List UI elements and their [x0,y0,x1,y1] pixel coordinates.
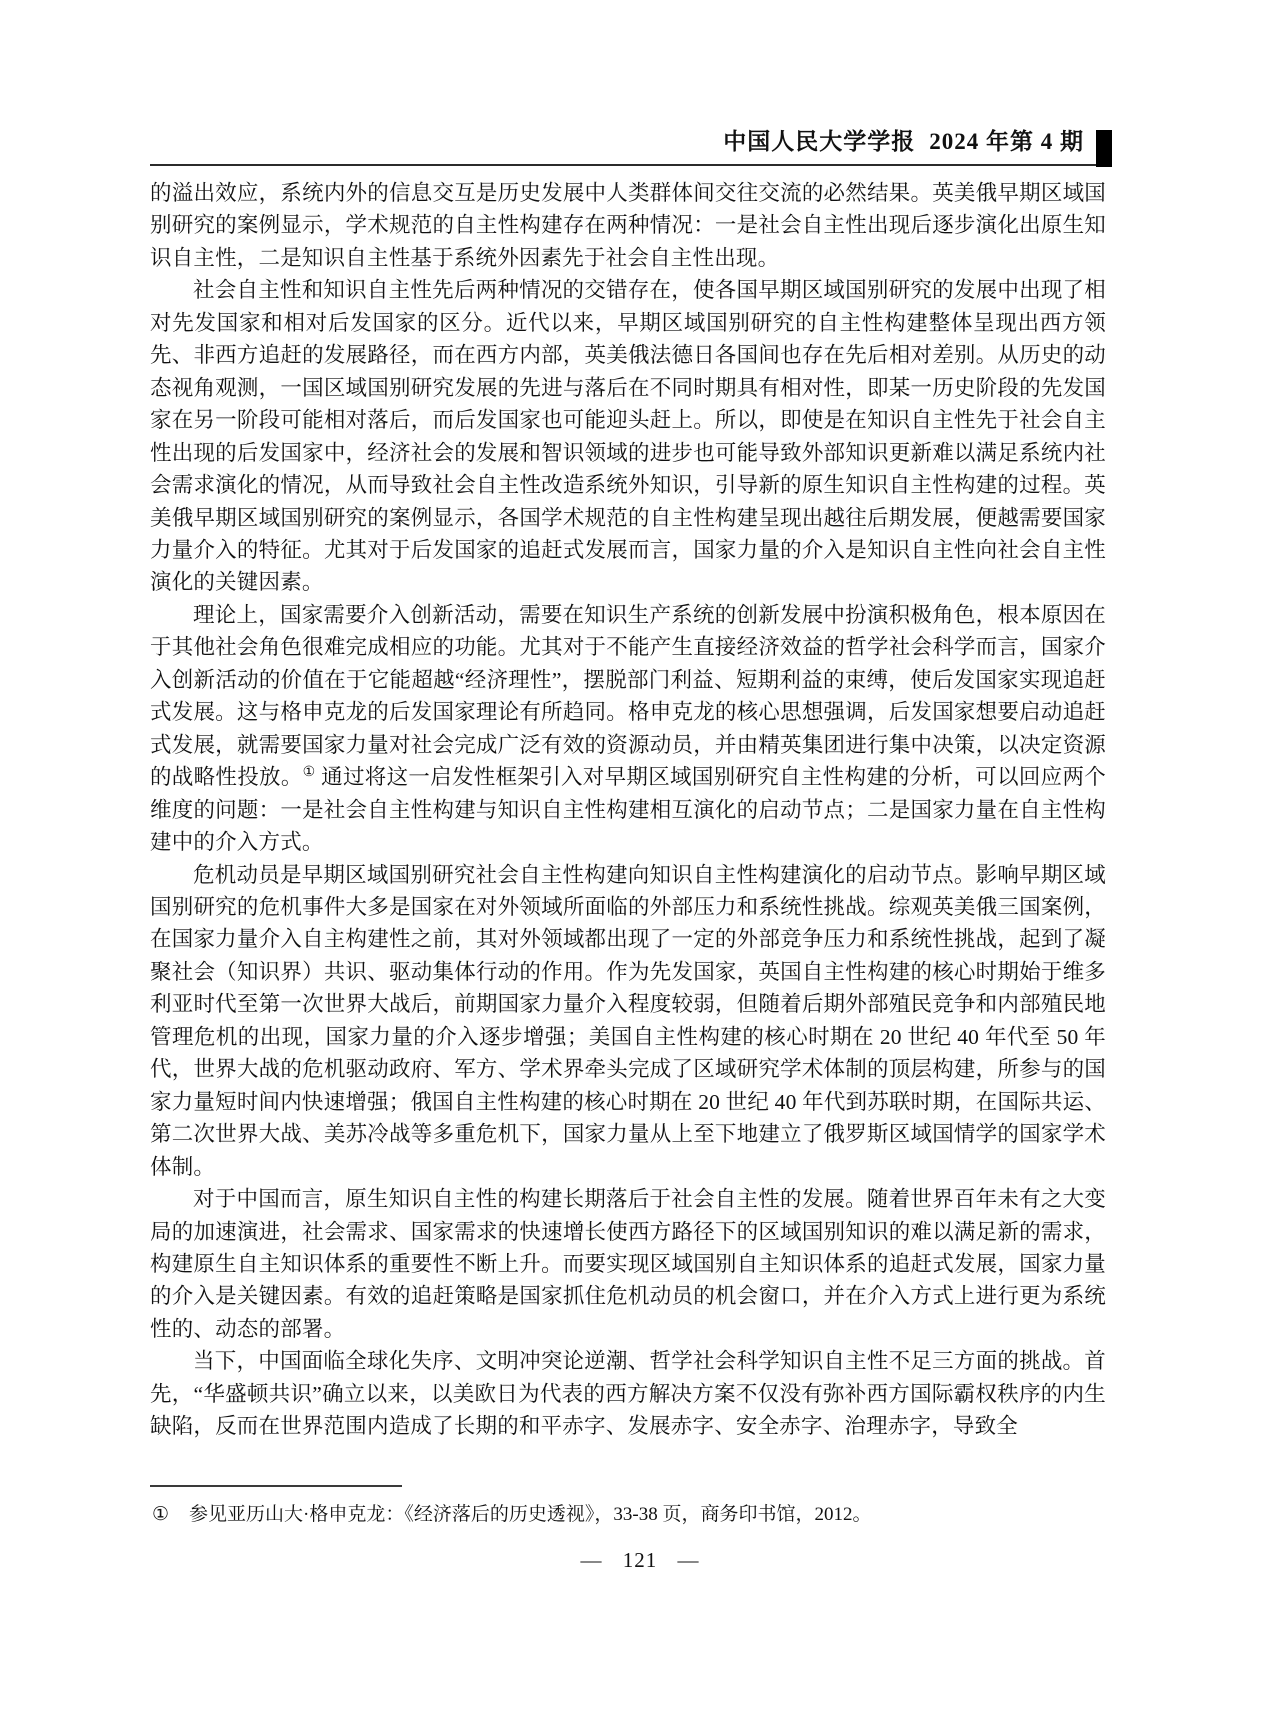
header-block-marker [1096,130,1112,167]
body-paragraph: 对于中国而言，原生知识自主性的构建长期落后于社会自主性的发展。随着世界百年未有之大变局的加速演进，社会需求、国家需求的快速增长使西方路径下的区域国别知识的难以满足新的需求，构建原生自主知识体系的重要性不断上升。而要实现区域国别自主知识体系的追赶式发展，国家力量的介入是关键因素。有效的追赶策略是国家抓住危机动员的机会窗口，并在介入方式上进行更为系统性的、动态的部署。 [150,1187,1106,1341]
body-paragraph: 当下，中国面临全球化失序、文明冲突论逆潮、哲学社会科学知识自主性不足三方面的挑战。首先，“华盛顿共识”确立以来，以美欧日为代表的西方解决方案不仅没有弥补西方国际霸权秩序的内生缺陷，反而在世界范围内造成了长期的和平赤字、发展赤字、安全赤字、治理赤字，导致全 [150,1349,1106,1439]
running-head-text [723,123,1084,156]
body-paragraph: 社会自主性和知识自主性先后两种情况的交错存在，使各国早期区域国别研究的发展中出现了相对先发国家和相对后发国家的区分。近代以来，早期区域国别研究的自主性构建整体呈现出西方领先、非西方追赶的发展路径，而在西方内部，英美俄法德日各国间也存在先后相对差别。从历史的动态视角观测，一国区域国别研究发展的先进与落后在不同时期具有相对性，即某一历史阶段的先发国家在另一阶段可能相对落后，而后发国家也可能迎头赶上。所以，即使是在知识自主性先于社会自主性出现的后发国家中，经济社会的发展和智识领域的进步也可能导致外部知识更新难以满足系统内社会需求演化的情况，从而导致社会自主性改造系统外知识，引导新的原生知识自主性构建的过程。英美俄早期区域国别研究的案例显示，各国学术规范的自主性构建呈现出越往后期发展，便越需要国家力量介入的特征。尤其对于后发国家的追赶式发展而言，国家力量的介入是知识自主性向社会自主性演化的关键因素。 [150,278,1106,595]
body-paragraph: 理论上，国家需要介入创新活动，需要在知识生产系统的创新发展中扮演积极角色，根本原因在于其他社会角色很难完成相应的功能。尤其对于不能产生直接经济效益的哲学社会科学而言，国家介入创新活动的价值在于它能超越“经济理性”，摆脱部门利益、短期利益的束缚，使后发国家实现追赶式发展。这与格申克龙的后发国家理论有所趋同。格申克龙的核心思想强调，后发国家想要启动追赶式发展，就需要国家力量对社会完成广泛有效的资源动员，并由精英集团进行集中决策，以决定资源的战略性投放。① 通过将这一启发性框架引入对早期区域国别研究自主性构建的分析，可以回应两个维度的问题：一是社会自主性构建与知识自主性构建相互演化的启动节点；二是国家力量在自主性构建中的介入方式。 [150,602,1106,855]
header-rule [150,164,1112,167]
journal-title: 中国人民大学学报 [723,129,916,154]
running-head [150,120,1112,166]
footnote-marker: ① [152,1504,170,1525]
footnote-ref: ① [302,765,316,780]
footnote [152,1502,1108,1528]
article-body [150,177,1106,1443]
page-number: — 121 — [580,1548,700,1572]
issue-label: 2024 年第 4 期 [929,129,1084,154]
footnote-separator [150,1485,402,1487]
footnote-text: 参见亚历山大·格申克龙：《经济落后的历史透视》，33-38 页，商务印书馆，2012。 [189,1504,872,1525]
body-paragraph: 危机动员是早期区域国别研究社会自主性构建向知识自主性构建演化的启动节点。影响早期区域国别研究的危机事件大多是国家在对外领域所面临的外部压力和系统性挑战。综观英美俄三国案例，在国家力量介入自主构建性之前，其对外领域都出现了一定的外部竞争压力和系统性挑战，起到了凝聚社会（知识界）共识、驱动集体行动的作用。作为先发国家，英国自主性构建的核心时期始于维多利亚时代至第一次世界大战后，前期国家力量介入程度较弱，但随着后期外部殖民竞争和内部殖民地管理危机的出现，国家力量的介入逐步增强；美国自主性构建的核心时期在 20 世纪 40 年代至 50 年代，世界大战的危机驱动政府、军方、学术界牵头完成了区域研究学术体制的顶层构建，所参与的国家力量短时间内快速增强；俄国自主性构建的核心时期在 20 世纪 40 年代到苏联时期，在国际共运、第二次世界大战、美苏冷战等多重危机下，国家力量从上至下地建立了俄罗斯区域国情学的国家学术体制。 [150,862,1106,1179]
body-paragraph: 的溢出效应，系统内外的信息交互是历史发展中人类群体间交往交流的必然结果。英美俄早期区域国别研究的案例显示，学术规范的自主性构建存在两种情况：一是社会自主性出现后逐步演化出原生知识自主性，二是知识自主性基于系统外因素先于社会自主性出现。 [150,181,1106,270]
